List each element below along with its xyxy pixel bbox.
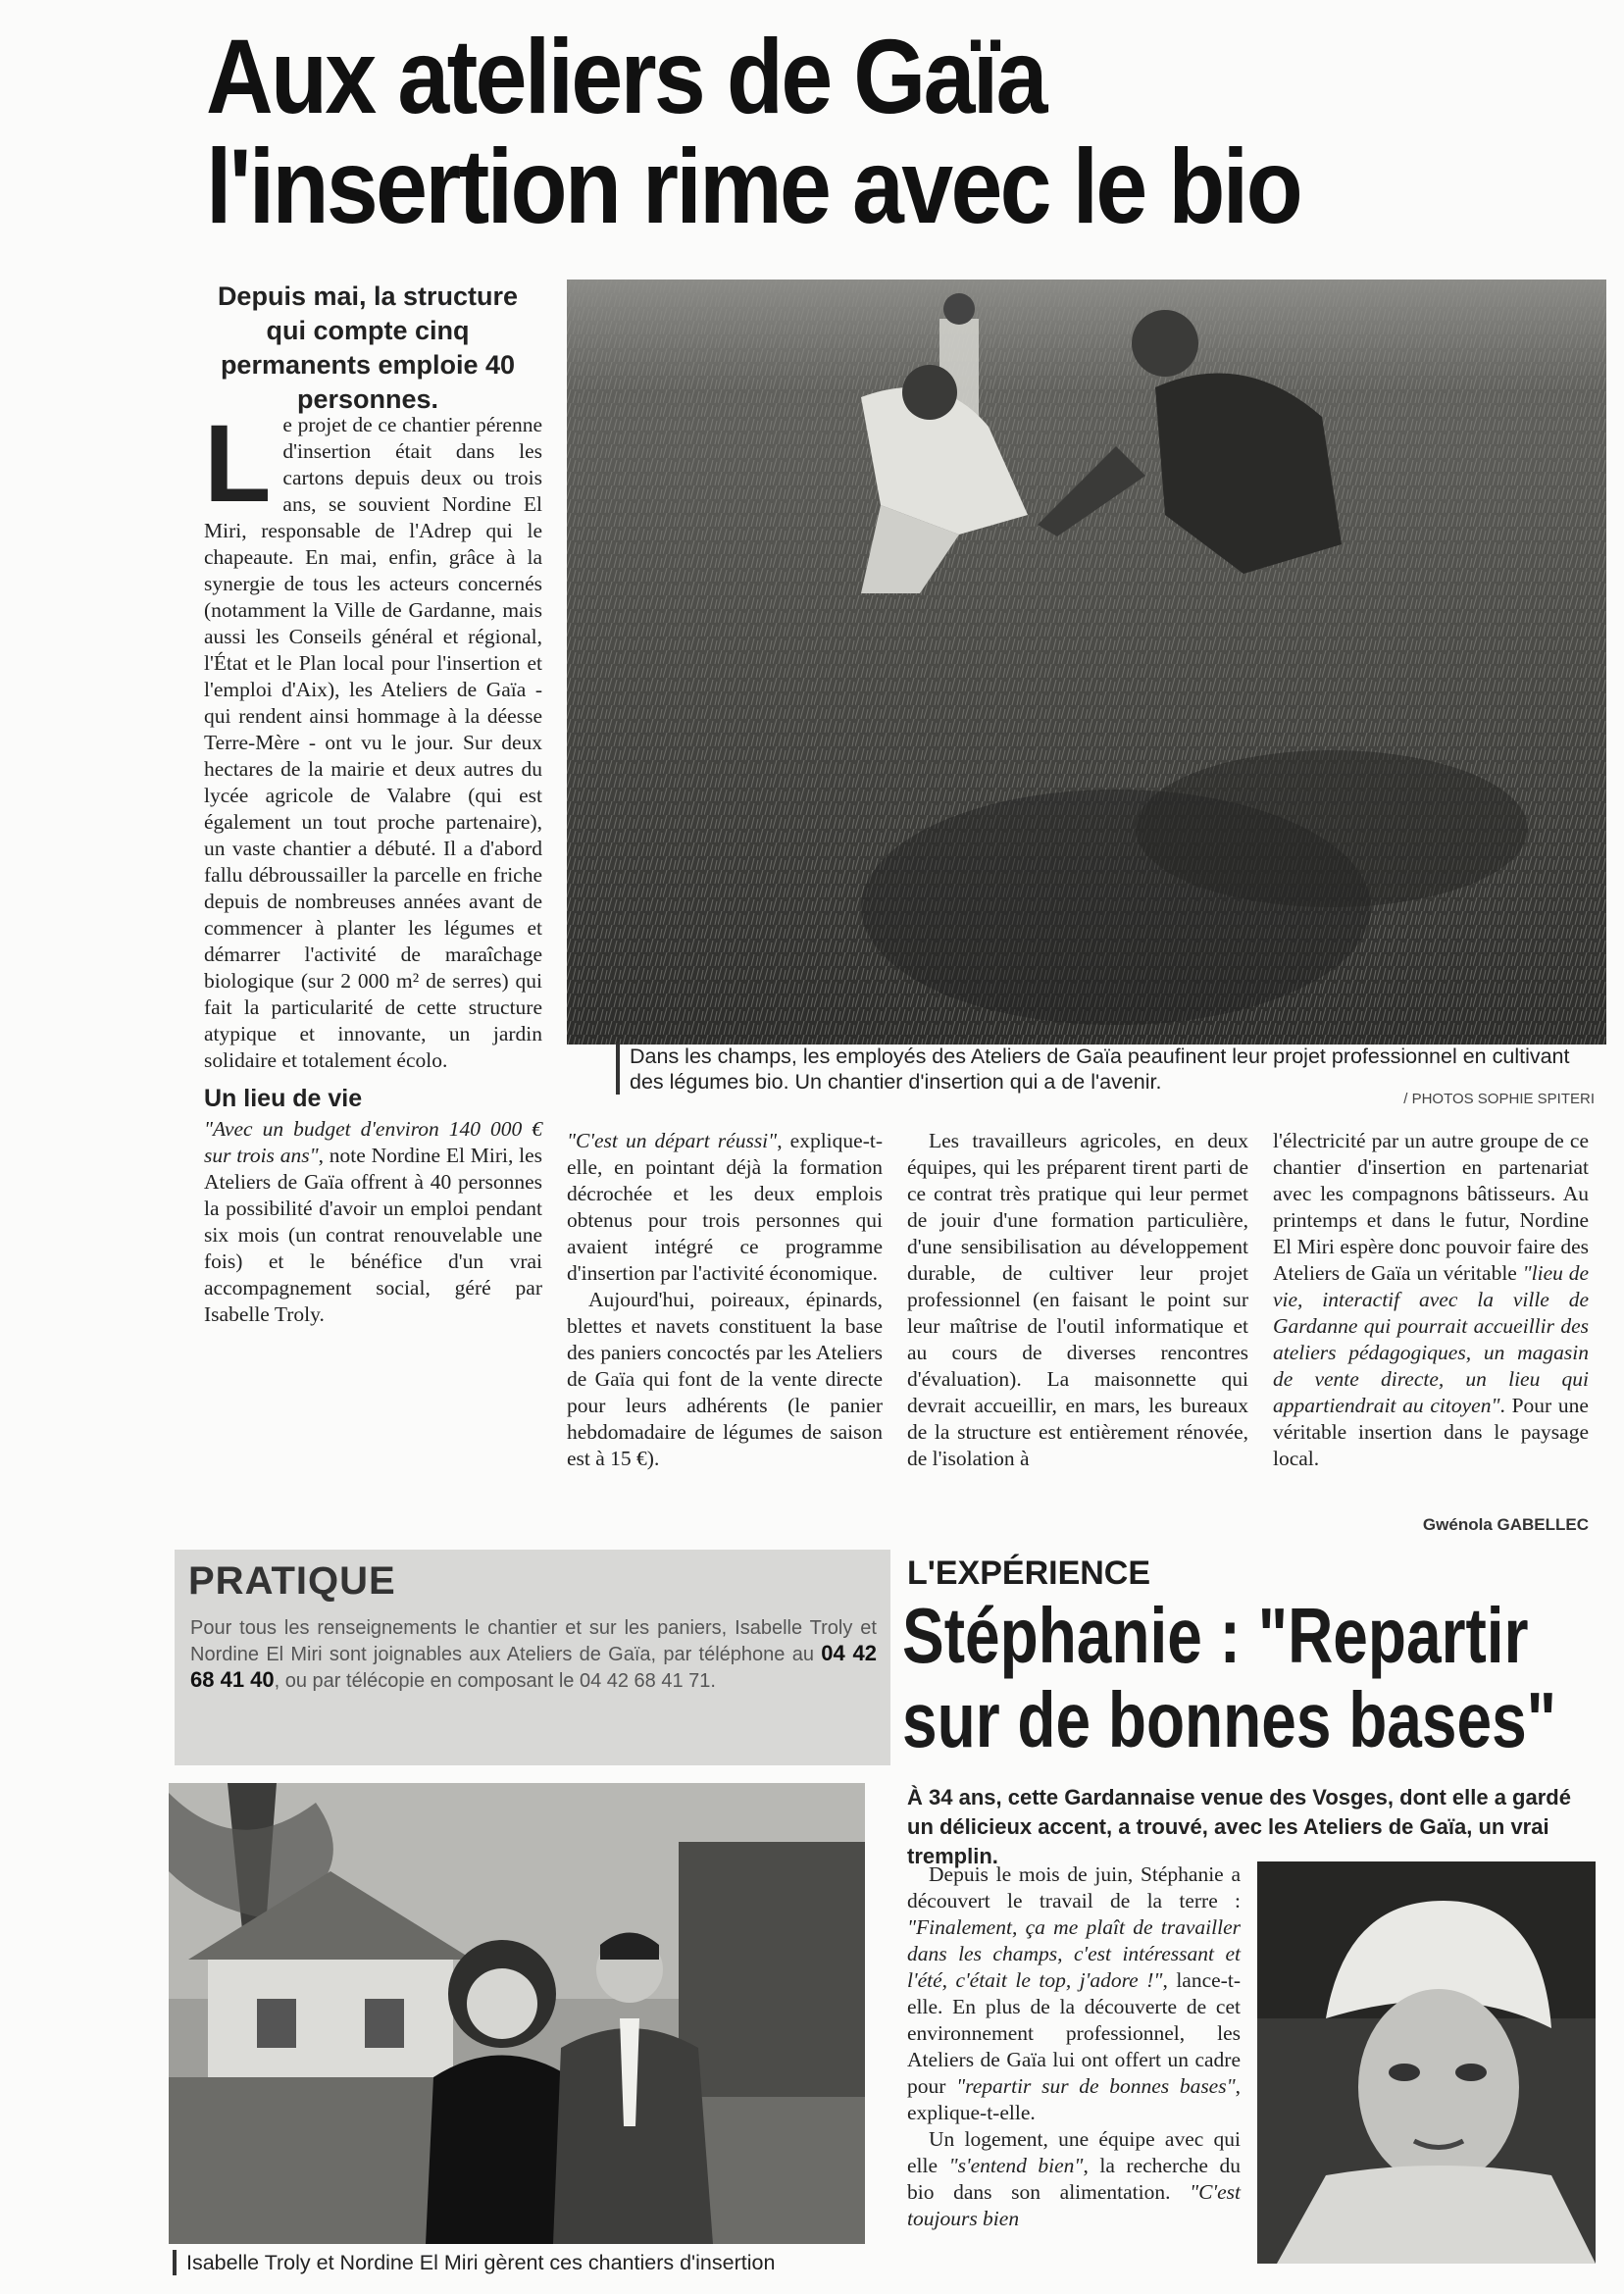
article-column-4	[1273, 1128, 1589, 1472]
stephanie-portrait	[1257, 1861, 1596, 2264]
isabelle-nordine-photo	[169, 1783, 865, 2244]
article-paragraph-1: Le projet de ce chantier pérenne d'insertion était dans les cartons depuis deux ou trois ans, se souvient Nordine El Miri, responsable de l'Adrep qui le chapeaute. En mai, enfin, grâce à la synergie de tous les acteurs concernés (notamment la Ville de Gardanne, mais aussi les Conseils général et régional, l'État et le Plan local pour l'insertion et l'emploi d'Aix), les Ateliers de Gaïa - qui rendent ainsi hommage à la déesse Terre-Mère - ont vu le jour. Sur deux hectares de la mairie et deux autres du lycée agricole de Valabre (qui est également un tout proche partenaire), un vaste chantier a débuté. Il a d'abord fallu débroussailler la parcelle en friche depuis de nombreuses années avant de commencer à planter les légumes et démarrer l'activité de maraîchage biologique (sur 2 000 m² de serres) qui fait la particularité de cette structure atypique et innovante, un jardin solidaire et totalement écolo.	[204, 402, 542, 1072]
headline-line-1: Aux ateliers de Gaïa	[206, 17, 1045, 135]
article-paragraph-5: Les travailleurs agricoles, en deux équipes, qui les préparent tirent parti de ce contrat très pratique qui leur permet de jouir d'une formation particulière, d'une sensibilisation au développement durable, de cultiver leur projet professionnel (en faisant le point sur leur maîtrise de l'outil informatique et au cours de diverses rencontres d'évaluation). La maisonnette qui devrait accueillir, en mars, les bureaux de la structure est entièrement rénovée, de l'isolation à	[907, 1129, 1248, 1470]
experience-title	[902, 1594, 1556, 1762]
article-column-3	[907, 1128, 1248, 1472]
article-column-2	[567, 1128, 883, 1472]
experience-paragraph-1: Depuis le mois de juin, Stéphanie a découvert le travail de la terre : "Finalement, ça me plaît de travailler dans les champs, c'est intéressant et l'été, c'était le top, j'adore !", lance-t-elle. En plus de la découverte de cet environnement professionnel, les Ateliers de Gaïa lui ont offert un cadre pour "repartir sur de bonnes bases", explique-t-elle.	[907, 1862, 1241, 2124]
field-workers-photo	[567, 280, 1606, 1045]
headline	[206, 17, 1432, 245]
pratique-title: PRATIQUE	[188, 1559, 396, 1603]
experience-paragraph-2: Un logement, une équipe avec qui elle "s'entend bien", la recherche du bio dans son alimentation. "C'est toujours bien	[907, 2127, 1241, 2230]
dropcap: L	[204, 402, 272, 525]
main-photo	[567, 280, 1606, 1045]
pratique-text: Pour tous les renseignements le chantier et sur les paniers, Isabelle Troly et Nordine El Miri sont joignables aux Ateliers de Gaïa, par téléphone au 04 42 68 41 40, ou par télécopie en composant le 04 42 68 41 71.	[190, 1617, 877, 1692]
chapeau: Depuis mai, la structure qui compte cinq permanents emploie 40 personnes.	[217, 281, 519, 414]
stephanie-photo	[1257, 1861, 1596, 2264]
author-signature: Gwénola GABELLEC	[1422, 1515, 1589, 1534]
article-column-1	[204, 402, 543, 1328]
pratique-box	[175, 1550, 890, 1765]
experience-title-line-2: sur de bonnes bases"	[902, 1676, 1556, 1763]
subhead-lieu-de-vie: Un lieu de vie	[204, 1085, 363, 1112]
pratique-phone: 04 42 68 41 40	[190, 1641, 877, 1692]
article-paragraph-3: "C'est un départ réussi", explique-t-elle, en pointant déjà la formation décrochée et les deux emplois obtenus pour trois personnes qui avaient intégré ce programme d'insertion par l'activité économique.	[567, 1129, 883, 1285]
article-paragraph-6: l'électricité par un autre groupe de ce chantier d'insertion en partenariat avec les compagnons bâtisseurs. Au printemps et dans le futur, Nordine El Miri espère donc pouvoir faire des Ateliers de Gaïa un véritable "lieu de vie, interactif avec la ville de Gardanne qui pourrait accueillir des ateliers pédagogiques, un magasin de vente directe, un lieu qui appartiendrait au citoyen". Pour une véritable insertion dans le paysage local.	[1273, 1129, 1589, 1470]
portrait-photo	[169, 1783, 865, 2244]
experience-title-line-1: Stéphanie : "Repartir	[902, 1592, 1529, 1679]
article-paragraph-2: "Avec un budget d'environ 140 000 € sur trois ans", note Nordine El Miri, les Ateliers de Gaïa offrent à 40 personnes la possibilité d'avoir un emploi pendant six mois (un contrat renouvelable une fois) et le bénéfice d'un vrai accompagnement social, géré par Isabelle Troly.	[204, 1117, 543, 1326]
experience-chapeau: À 34 ans, cette Gardannaise venue des Vosges, dont elle a gardé un délicieux accent, a trouvé, avec les Ateliers de Gaïa, un vrai tremplin.	[907, 1785, 1571, 1868]
main-photo-caption: Dans les champs, les employés des Ateliers de Gaïa peaufinent leur projet professionnel en cultivant des légumes bio. Un chantier d'insertion qui a de l'avenir.	[616, 1044, 1600, 1095]
article-paragraph-4: Aujourd'hui, poireaux, épinards, blettes et navets constituent la base des paniers concoctés par les Ateliers de Gaïa qui font de la vente directe pour leurs adhérents (le panier hebdomadaire de légumes de saison est à 15 €).	[567, 1288, 883, 1470]
main-photo-credit: / PHOTOS SOPHIE SPITERI	[1403, 1091, 1595, 1107]
experience-kicker: L'EXPÉRIENCE	[907, 1555, 1151, 1592]
headline-line-2: l'insertion rime avec le bio	[206, 127, 1300, 245]
experience-column	[907, 1861, 1241, 2232]
portrait-photo-caption: Isabelle Troly et Nordine El Miri gèrent ces chantiers d'insertion	[173, 2250, 775, 2275]
